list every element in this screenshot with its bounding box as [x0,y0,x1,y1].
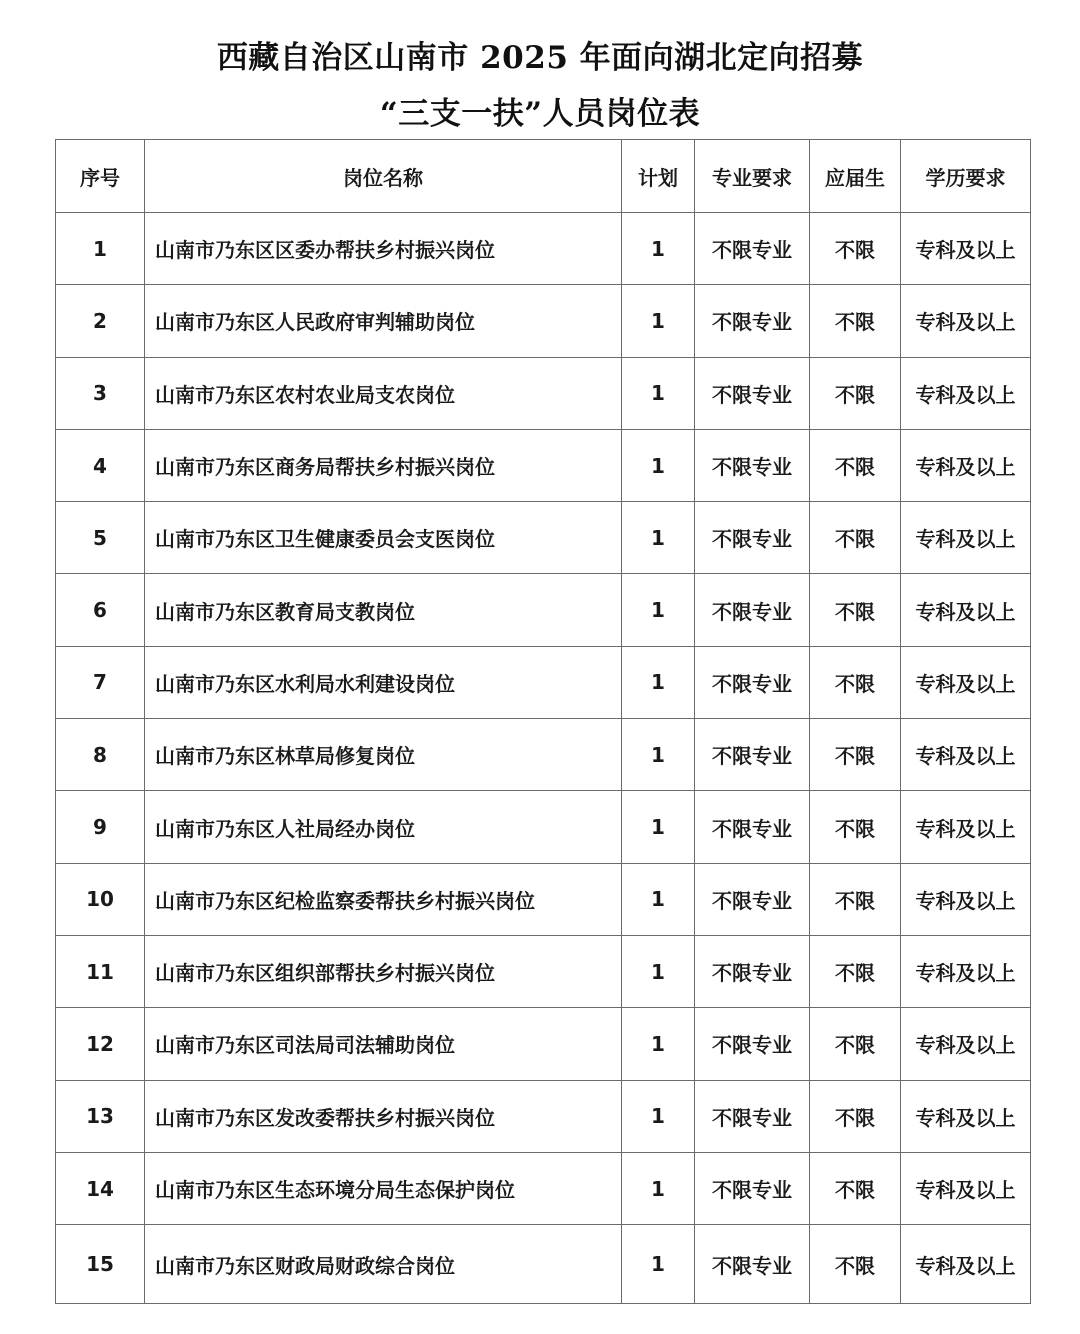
table-row [56,213,1031,285]
cell-serial-number: 13 [56,1080,145,1152]
cell-fresh-graduate: 不限 [810,935,901,1007]
cell-fresh-graduate: 不限 [810,1080,901,1152]
cell-position-name: 山南市乃东区财政局财政综合岗位 [145,1225,622,1304]
cell-major-requirement: 不限专业 [695,213,810,285]
cell-position-name: 山南市乃东区人民政府审判辅助岗位 [145,285,622,357]
cell-position-name: 山南市乃东区纪检监察委帮扶乡村振兴岗位 [145,863,622,935]
cell-plan: 1 [622,357,695,429]
table-row [56,646,1031,718]
cell-position-name: 山南市乃东区教育局支教岗位 [145,574,622,646]
cell-education-requirement: 专科及以上 [901,791,1031,863]
cell-serial-number: 10 [56,863,145,935]
cell-major-requirement: 不限专业 [695,1152,810,1224]
cell-fresh-graduate: 不限 [810,574,901,646]
cell-fresh-graduate: 不限 [810,863,901,935]
cell-fresh-graduate: 不限 [810,213,901,285]
table-row [56,719,1031,791]
cell-position-name: 山南市乃东区司法局司法辅助岗位 [145,1008,622,1080]
cell-serial-number: 8 [56,719,145,791]
cell-education-requirement: 专科及以上 [901,719,1031,791]
cell-major-requirement: 不限专业 [695,1080,810,1152]
table-row [56,863,1031,935]
cell-fresh-graduate: 不限 [810,1008,901,1080]
table-row [56,1225,1031,1304]
table-row [56,1080,1031,1152]
cell-serial-number: 5 [56,502,145,574]
cell-major-requirement: 不限专业 [695,1225,810,1304]
cell-major-requirement: 不限专业 [695,863,810,935]
cell-serial-number: 12 [56,1008,145,1080]
cell-position-name: 山南市乃东区生态环境分局生态保护岗位 [145,1152,622,1224]
cell-position-name: 山南市乃东区人社局经办岗位 [145,791,622,863]
cell-fresh-graduate: 不限 [810,646,901,718]
cell-education-requirement: 专科及以上 [901,1225,1031,1304]
header-serial-number: 序号 [56,140,145,213]
cell-plan: 1 [622,791,695,863]
cell-major-requirement: 不限专业 [695,574,810,646]
cell-serial-number: 15 [56,1225,145,1304]
cell-plan: 1 [622,502,695,574]
table-row [56,429,1031,501]
cell-education-requirement: 专科及以上 [901,863,1031,935]
header-plan: 计划 [622,140,695,213]
table-row [56,285,1031,357]
cell-major-requirement: 不限专业 [695,502,810,574]
table-row [56,574,1031,646]
cell-plan: 1 [622,935,695,1007]
cell-fresh-graduate: 不限 [810,791,901,863]
cell-serial-number: 1 [56,213,145,285]
table-row [56,502,1031,574]
cell-position-name: 山南市乃东区发改委帮扶乡村振兴岗位 [145,1080,622,1152]
cell-plan: 1 [622,646,695,718]
cell-major-requirement: 不限专业 [695,285,810,357]
cell-major-requirement: 不限专业 [695,1008,810,1080]
table-row [56,935,1031,1007]
cell-plan: 1 [622,1008,695,1080]
cell-fresh-graduate: 不限 [810,357,901,429]
cell-education-requirement: 专科及以上 [901,213,1031,285]
cell-fresh-graduate: 不限 [810,1225,901,1304]
cell-position-name: 山南市乃东区水利局水利建设岗位 [145,646,622,718]
table-row [56,791,1031,863]
document-title-line-2: “三支一扶”人员岗位表 [379,96,701,132]
cell-serial-number: 4 [56,429,145,501]
cell-position-name: 山南市乃东区区委办帮扶乡村振兴岗位 [145,213,622,285]
cell-plan: 1 [622,1225,695,1304]
cell-plan: 1 [622,574,695,646]
cell-education-requirement: 专科及以上 [901,285,1031,357]
cell-position-name: 山南市乃东区林草局修复岗位 [145,719,622,791]
cell-education-requirement: 专科及以上 [901,646,1031,718]
cell-serial-number: 11 [56,935,145,1007]
cell-fresh-graduate: 不限 [810,285,901,357]
header-position-name: 岗位名称 [145,140,622,213]
cell-education-requirement: 专科及以上 [901,502,1031,574]
cell-fresh-graduate: 不限 [810,502,901,574]
document-title-line-1: 西藏自治区山南市 2025 年面向湖北定向招募 [216,40,864,76]
cell-education-requirement: 专科及以上 [901,574,1031,646]
cell-plan: 1 [622,863,695,935]
cell-education-requirement: 专科及以上 [901,1008,1031,1080]
cell-position-name: 山南市乃东区组织部帮扶乡村振兴岗位 [145,935,622,1007]
table-row [56,357,1031,429]
cell-major-requirement: 不限专业 [695,719,810,791]
table-header-row [56,140,1031,213]
header-major-requirement: 专业要求 [695,140,810,213]
cell-major-requirement: 不限专业 [695,429,810,501]
cell-position-name: 山南市乃东区商务局帮扶乡村振兴岗位 [145,429,622,501]
table-row [56,1152,1031,1224]
cell-education-requirement: 专科及以上 [901,357,1031,429]
cell-education-requirement: 专科及以上 [901,935,1031,1007]
cell-plan: 1 [622,719,695,791]
header-fresh-graduate: 应届生 [810,140,901,213]
cell-education-requirement: 专科及以上 [901,1080,1031,1152]
positions-table [55,139,1031,1304]
cell-fresh-graduate: 不限 [810,429,901,501]
cell-serial-number: 2 [56,285,145,357]
cell-education-requirement: 专科及以上 [901,1152,1031,1224]
cell-major-requirement: 不限专业 [695,791,810,863]
cell-position-name: 山南市乃东区卫生健康委员会支医岗位 [145,502,622,574]
cell-plan: 1 [622,1080,695,1152]
cell-plan: 1 [622,1152,695,1224]
cell-plan: 1 [622,213,695,285]
cell-serial-number: 6 [56,574,145,646]
cell-major-requirement: 不限专业 [695,357,810,429]
cell-serial-number: 14 [56,1152,145,1224]
cell-education-requirement: 专科及以上 [901,429,1031,501]
header-education-requirement: 学历要求 [901,140,1031,213]
cell-plan: 1 [622,285,695,357]
cell-fresh-graduate: 不限 [810,719,901,791]
cell-plan: 1 [622,429,695,501]
table-row [56,1008,1031,1080]
cell-position-name: 山南市乃东区农村农业局支农岗位 [145,357,622,429]
cell-major-requirement: 不限专业 [695,935,810,1007]
cell-serial-number: 7 [56,646,145,718]
cell-serial-number: 9 [56,791,145,863]
cell-major-requirement: 不限专业 [695,646,810,718]
cell-serial-number: 3 [56,357,145,429]
cell-fresh-graduate: 不限 [810,1152,901,1224]
